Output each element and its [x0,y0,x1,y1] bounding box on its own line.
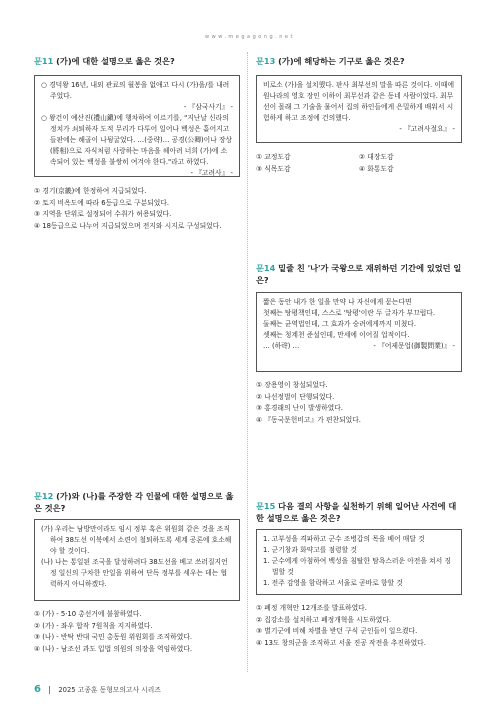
resolution-item: 1. 전주 감영을 함락하고 서울로 곧바로 향할 것 [263,579,403,587]
source-box [34,75,240,177]
question-title [256,500,462,524]
site-url: www.megagong.net [205,34,295,40]
answer-option[interactable]: ④ 13도 창의군을 조직하고 서울 진공 작전을 추진하였다. [256,638,426,647]
answer-option[interactable]: ② 토지 비옥도에 따라 6등급으로 구분되었다. [34,198,169,207]
question-12 [34,490,240,655]
answer-option[interactable]: ② 대장도감 [359,153,394,161]
answer-option[interactable]: ② 나선정벌이 단행되었다. [256,392,335,401]
answer-options [34,609,240,655]
answer-option[interactable]: ① 장용영이 창설되었다. [256,381,328,389]
answer-option[interactable]: ④ 『동국문헌비고』가 편찬되었다. [256,415,361,424]
answer-options [256,603,462,649]
source-paragraph: ○ 경덕왕 16년, 내외 관료의 월봉을 없애고 다시 (가)을/를 내려주었다. [41,81,230,100]
page-footer [34,684,161,695]
question-number: 문11 [34,56,54,66]
answer-option[interactable]: ③ 지역을 단위로 설정되어 수취가 허용되었다. [34,210,172,218]
source-line: … (하략) … [263,342,300,350]
source-citation: - 『고려사절요』 - [399,125,455,133]
resolution-item: 1. 군수에게 아첨하여 백성을 침탈한 탐욕스러운 아전을 쳐서 징벌할 것 [263,557,451,576]
question-13 [256,55,462,175]
answer-option[interactable]: ③ 별기군에 비해 차별을 받던 구식 군인들이 일으켰다. [256,627,418,635]
source-line: 짧은 동안 내가 한 일을 만약 나 자신에게 묻는다면 [263,298,412,306]
answer-options [256,152,462,175]
answer-option[interactable]: ② (가) - 좌우 합작 7원칙을 지지하였다. [34,621,153,630]
answer-option[interactable]: ① (가) - 5·10 총선거에 불참하였다. [34,610,142,618]
answer-option[interactable]: ③ 홍경래의 난이 발생하였다. [256,404,343,412]
answer-option[interactable]: ① 경기(京畿)에 한정하여 지급되었다. [34,187,147,195]
question-title [256,262,462,286]
answer-option[interactable]: ① 교정도감 [256,153,291,161]
resolution-item: 1. 고부성을 격파하고 군수 조병갑의 목을 베어 매달 것 [263,535,425,543]
column-divider [247,52,248,672]
question-text: (가)와 (나)를 주장한 각 인물에 대한 설명으로 옳은 것은? [34,491,234,513]
answer-option[interactable]: ③ (나) - 반탁 반대 국민 총동원 위원회를 조직하였다. [34,633,193,641]
footer-separator [49,686,50,694]
series-title: 2025 고종훈 동형모의고사 시리즈 [58,686,161,694]
source-line: 셋째는 청계천 준설인데, 만세에 이어질 업적이다. [263,331,410,339]
question-text: 다음 결의 사항을 실천하기 위해 일어난 사건에 대한 설명으로 옳은 것은? [256,501,457,523]
question-number: 문12 [34,491,54,501]
source-paragraph: ○ 왕건이 예산진(禮山鎭)에 행차하여 이르기를, "지난날 신라의 정치가 쇠퇴하자 도적 무리가 다투어 일어나 백성은 흩어지고 들판에는 해골이 나뒹굴었다. …(중략)… 공경(公卿)이나 장상(將相)으로 자식처럼 사랑하는 마음을 헤아려 너희 (가)에 소속되어 있는 백성을 불쌍히 여겨야 한다."라고 하였다. [41,114,233,166]
question-number: 문14 [256,263,276,273]
source-line: 둘째는 균역법인데, 그 효과가 승려에게까지 미쳤다. [263,320,417,328]
source-box [256,292,462,372]
question-text: (가)에 대한 설명으로 옳은 것은? [56,56,175,66]
resolution-item: 1. 군기창과 화약고를 점령할 것 [263,546,357,554]
question-15 [256,500,462,649]
source-citation: - 『삼국사기』 - [183,103,233,111]
answer-option[interactable]: ③ 식목도감 [256,164,291,173]
question-number: 문13 [256,56,276,66]
question-number: 문15 [256,501,276,511]
answer-option[interactable]: ② 집강소를 설치하고 폐정개혁을 시도하였다. [256,615,392,624]
answer-option[interactable]: ④ 화통도감 [359,164,394,173]
question-text: (가)에 해당하는 기구로 옳은 것은? [278,56,405,66]
source-box [256,529,462,595]
question-title [34,55,240,67]
question-text: 밑줄 친 '나'가 국왕으로 재위하던 기간에 있었던 일은? [256,263,462,285]
source-citation: - 『어제문업(御製問業)』 - [373,342,455,350]
answer-options [256,380,462,426]
statement-ga: (가) 우리는 남방만이라도 임시 정부 혹은 위원회 같은 것을 조직하여 38도선 이북에서 소련이 철퇴하도록 세계 공론에 호소해야 할 것이다. [41,525,232,555]
source-paragraph: 비로소 (가)을 설치했다. 판사 최부선의 말을 따른 것이다. 이때에 원나라의 영호 장인 이하이 최무선과 같은 동네 사람이었다. 최무선이 몰래 그 기술을 물어서 집의 하인들에게 은밀하게 배워서 시험하게 하고 조정에 건의했다. [263,81,455,122]
source-box [256,75,462,143]
answer-options [34,186,240,232]
question-title [256,55,462,67]
source-line: 첫째는 탕평책인데, 스스로 '탕평'이란 두 글자가 부끄럽다. [263,309,436,317]
question-14 [256,262,462,426]
statement-na: (나) 나는 통일된 조국을 달성하려다 38도선을 베고 쓰러질지언정 일신의 구차한 안일을 위하여 단독 정부를 세우는 데는 협력하지 아니하겠다. [41,558,228,588]
question-11 [34,55,240,232]
source-citation: - 『고려사』 - [190,169,233,177]
question-title [34,490,240,514]
answer-option[interactable]: ① 폐정 개혁안 12개조를 발표하였다. [256,604,367,612]
answer-option[interactable]: ④ (나) - 남조선 과도 입법 의원의 의장을 역임하였다. [34,644,193,653]
source-box [34,519,240,601]
page-number: 6 [34,684,41,695]
answer-option[interactable]: ④ 18등급으로 나누어 지급되었으며 전지와 시지로 구성되었다. [34,221,222,230]
